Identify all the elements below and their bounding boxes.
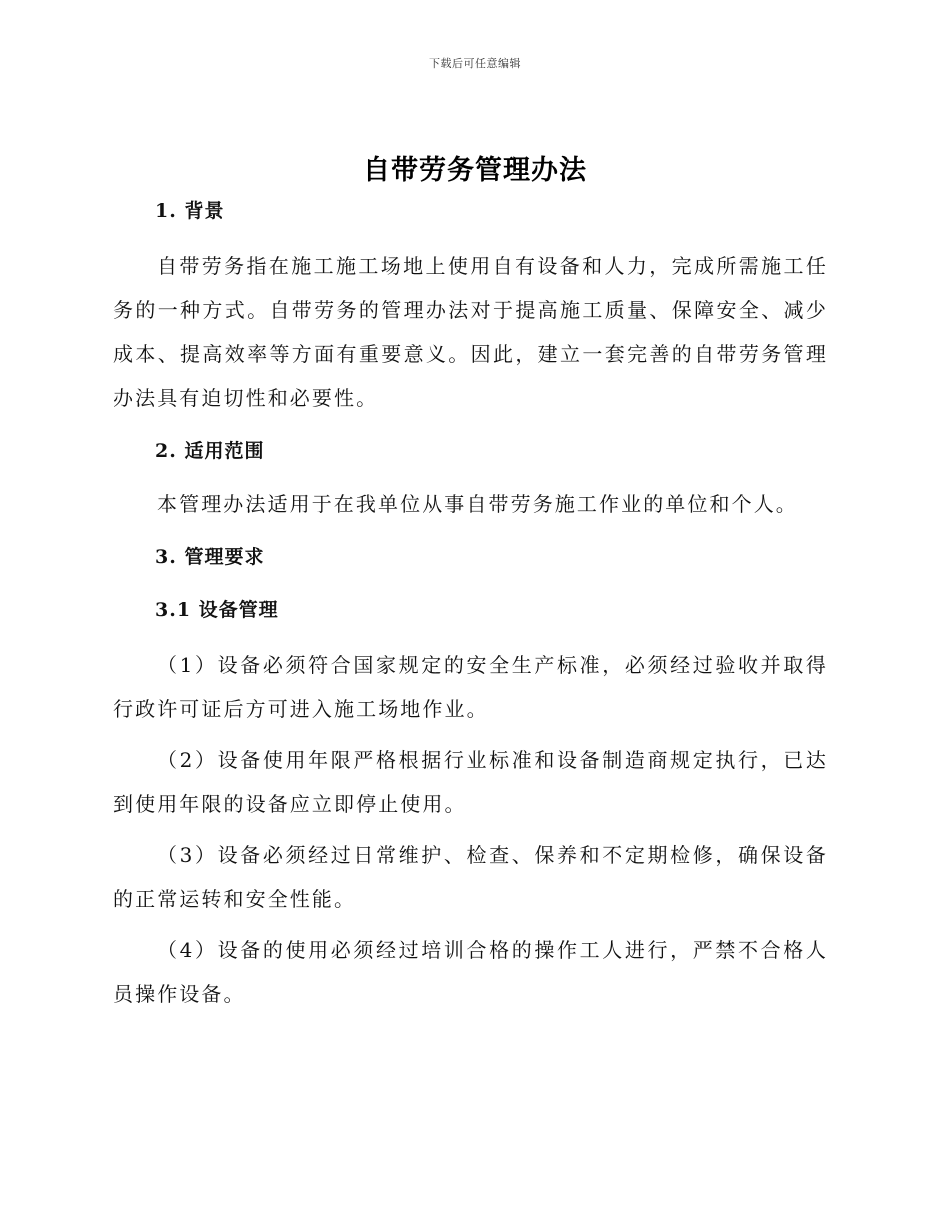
equipment-item-3: （3）设备必须经过日常维护、检查、保养和不定期检修，确保设备的正常运转和安全性能。 — [113, 843, 828, 911]
section-paragraph-background: 自带劳务指在施工施工场地上使用自有设备和人力，完成所需施工任务的一种方式。自带劳务的管理办法对于提高施工质量、保障安全、减少成本、提高效率等方面有重要意义。因此，建立一套完善的自带劳务管理办法具有迫切性和必要性。 — [113, 254, 828, 410]
header-note: 下载后可任意编辑 — [429, 57, 521, 70]
equipment-item-1: （1）设备必须符合国家规定的安全生产标准，必须经过验收并取得行政许可证后方可进入施工场地作业。 — [113, 653, 828, 721]
equipment-item-4: （4）设备的使用必须经过培训合格的操作工人进行，严禁不合格人员操作设备。 — [113, 938, 828, 1006]
section-heading-scope: 2. 适用范围 — [155, 440, 265, 462]
section-heading-equipment: 3.1 设备管理 — [155, 599, 279, 621]
document-title: 自带劳务管理办法 — [363, 155, 587, 186]
section-heading-requirements: 3. 管理要求 — [155, 546, 265, 568]
document-body — [113, 197, 828, 1016]
section-paragraph-scope: 本管理办法适用于在我单位从事自带劳务施工作业的单位和个人。 — [157, 492, 798, 516]
section-heading-background: 1. 背景 — [155, 200, 225, 222]
equipment-item-2: （2）设备使用年限严格根据行业标准和设备制造商规定执行，已达到使用年限的设备应立即停止使用。 — [113, 748, 828, 816]
